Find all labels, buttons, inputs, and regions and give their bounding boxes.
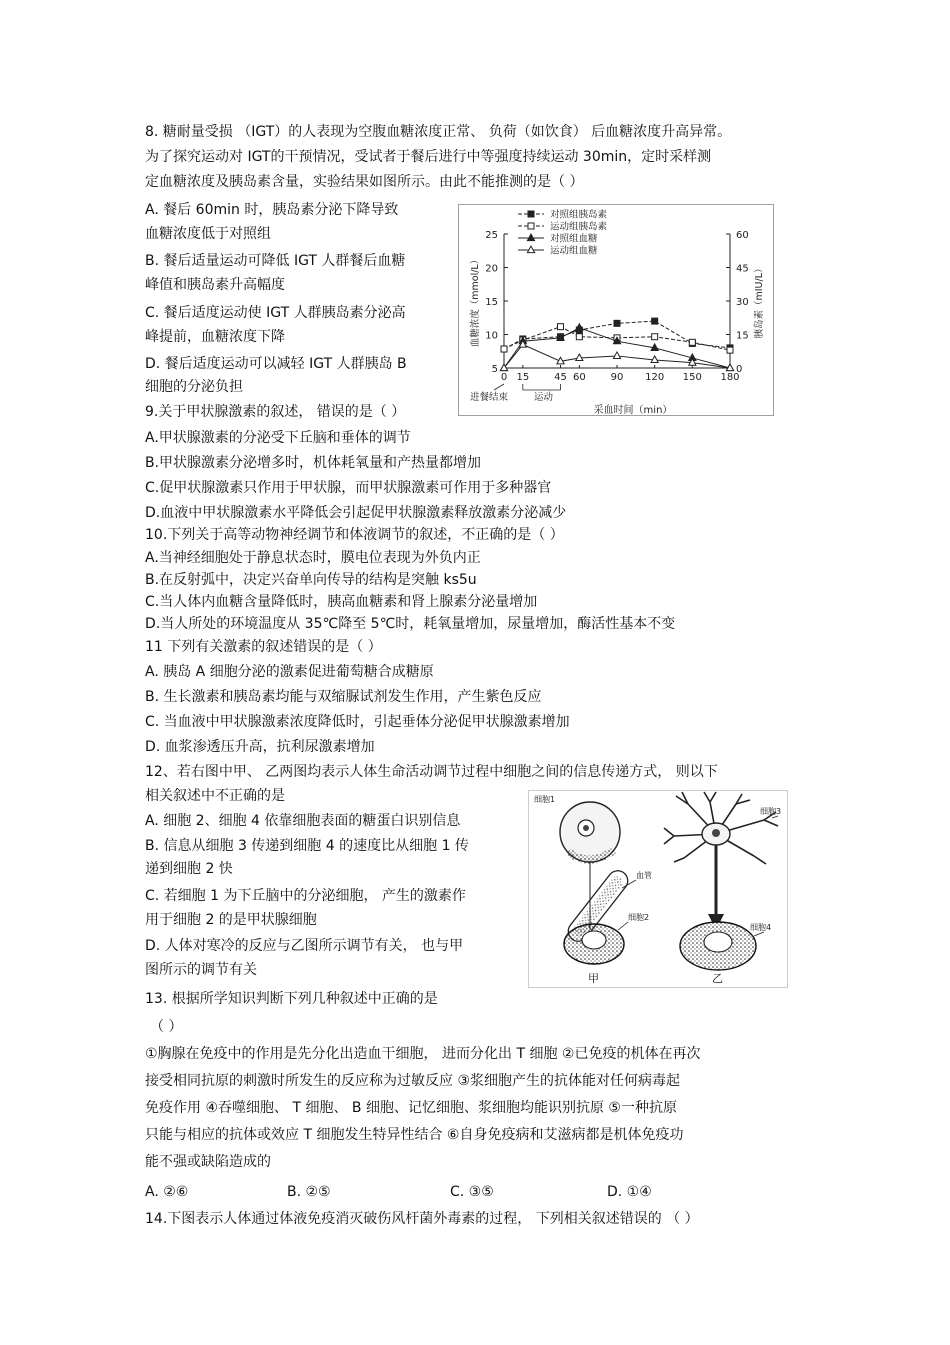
x-tick-label: 180 xyxy=(720,372,740,383)
y-tick-label-right: 45 xyxy=(736,263,749,275)
label-cell-1: 细胞1 xyxy=(534,795,556,804)
q13-paren: （ ） xyxy=(150,1019,183,1035)
y-tick-label-left: 5 xyxy=(491,364,498,375)
q8-option-c-line-2: 峰提前，血糖浓度下降 xyxy=(145,329,285,345)
x-tick-label: 90 xyxy=(610,372,624,383)
q9-option-b: B.甲状腺激素分泌增多时，机体耗氧量和产热量都增加 xyxy=(145,455,482,471)
series-0-point xyxy=(652,318,658,324)
q11-option-c: C. 当血液中甲状腺激素浓度降低时，引起垂体分泌促甲状腺激素增加 xyxy=(145,714,570,730)
series-1-point xyxy=(689,339,695,345)
q8-option-d-line-1: D. 餐后适度运动可以减轻 IGT 人群胰岛 B xyxy=(145,356,407,372)
label-cell-2: 细胞2 xyxy=(628,913,650,922)
legend-label-0: 对照组胰岛素 xyxy=(550,209,608,221)
q9-option-c: C.促甲状腺激素只作用于甲状腺，而甲状腺激素可作用于多种器官 xyxy=(145,480,552,496)
q11-option-b: B. 生长激素和胰岛素均能与双缩脲试剂发生作用，产生紫色反应 xyxy=(145,689,542,705)
q12-option-c-line-1: C. 若细胞 1 为下丘脑中的分泌细胞， 产生的激素作 xyxy=(145,888,466,904)
q13-statement-line-3: 免疫作用 ④吞噬细胞、 T 细胞、 B 细胞、记忆细胞、浆细胞均能识别抗原 ⑤一种抗原 xyxy=(145,1100,677,1116)
annotation-exercise: 运动 xyxy=(534,392,554,403)
q13-option-c: C. ③⑤ xyxy=(450,1184,494,1200)
legend-label-3: 运动组血糖 xyxy=(550,245,598,257)
x-tick-label: 60 xyxy=(572,372,586,383)
cell-2-nucleus xyxy=(582,931,606,949)
cell-4-nucleus xyxy=(704,932,732,952)
q8-stem-line-2: 为了探究运动对 IGT的干预情况，受试者于餐后进行中等强度持续运动 30min，定时采样测 xyxy=(145,149,712,165)
q10-option-c: C.当人体内血糖含量降低时，胰高血糖素和肾上腺素分泌量增加 xyxy=(145,594,538,610)
q13-option-b: B. ②⑤ xyxy=(287,1184,331,1200)
x-tick-label: 0 xyxy=(500,372,508,383)
q13-statement-line-5: 能不强或缺陷造成的 xyxy=(145,1154,271,1170)
q12-option-b-line-1: B. 信息从细胞 3 传递到细胞 4 的速度比从细胞 1 传 xyxy=(145,838,469,854)
q13-option-d: D. ①④ xyxy=(607,1184,652,1200)
q12-cell-figure xyxy=(528,790,788,988)
q9-option-a: A.甲状腺激素的分泌受下丘脑和垂体的调节 xyxy=(145,430,411,446)
label-yi: 乙 xyxy=(712,972,723,985)
series-0-point xyxy=(614,320,620,326)
q9-stem: 9.关于甲状腺激素的叙述， 错误的是（ ） xyxy=(145,404,406,420)
q8-option-b-line-1: B. 餐后适量运动可降低 IGT 人群餐后血糖 xyxy=(145,253,406,269)
q11-option-a: A. 胰岛 A 细胞分泌的激素促进葡萄糖合成糖原 xyxy=(145,664,434,680)
q11-stem: 11 下列有关激素的叙述错误的是（ ） xyxy=(145,639,382,655)
cell-3-nucleus xyxy=(712,829,720,837)
label-cell-3: 细胞3 xyxy=(760,807,782,816)
q12-option-b-line-2: 递到细胞 2 快 xyxy=(145,861,233,877)
x-tick-label: 120 xyxy=(645,372,665,383)
q8-stem-line-3: 定血糖浓度及胰岛素含量，实验结果如图所示。由此不能推测的是（ ） xyxy=(145,174,584,190)
q8-option-c-line-1: C. 餐后适度运动使 IGT 人群胰岛素分泌高 xyxy=(145,305,406,321)
y-axis-label-left: 血糖浓度（mmol/L） xyxy=(470,254,481,348)
cell-1-nucleolus xyxy=(583,825,589,831)
q10-option-a: A.当神经细胞处于静息状态时，膜电位表现为外负内正 xyxy=(145,550,481,566)
label-cell-4: 细胞4 xyxy=(750,923,772,932)
x-tick-label: 45 xyxy=(554,372,567,383)
q9-option-d: D.血液中甲状腺激素水平降低会引起促甲状腺激素释放激素分泌减少 xyxy=(145,505,567,521)
q13-stem: 13. 根据所学知识判断下列几种叙述中正确的是 xyxy=(145,991,438,1007)
q13-statement-line-2: 接受相同抗原的刺激时所发生的反应称为过敏反应 ③浆细胞产生的抗体能对任何病毒起 xyxy=(145,1073,680,1089)
q12-option-d-line-1: D. 人体对寒冷的反应与乙图所示调节有关， 也与甲 xyxy=(145,938,464,954)
y-tick-label-left: 25 xyxy=(485,230,498,241)
q10-option-d: D.当人所处的环境温度从 35℃降至 5℃时，耗氧量增加，尿量增加，酶活性基本不变 xyxy=(145,616,676,632)
q10-option-b: B.在反射弧中，决定兴奋单向传导的结构是突触 ks5u xyxy=(145,572,477,588)
x-axis-label: 采血时间（min） xyxy=(593,405,673,416)
y-axis-label-right: 胰岛素（mIU/L） xyxy=(754,263,765,339)
y-tick-label-right: 30 xyxy=(736,297,749,308)
series-1-point xyxy=(576,334,582,340)
q8-option-b-line-2: 峰值和胰岛素升高幅度 xyxy=(145,277,285,293)
y-tick-label-right: 15 xyxy=(736,330,749,342)
legend-marker-0 xyxy=(528,211,534,217)
q13-statement-line-4: 只能与相应的抗体或效应 T 细胞发生特异性结合 ⑥自身免疫病和艾滋病都是机体免疫功 xyxy=(145,1127,684,1143)
q13-option-a: A. ②⑥ xyxy=(145,1184,189,1200)
chart-frame xyxy=(459,205,774,416)
q12-option-d-line-2: 图所示的调节有关 xyxy=(145,962,257,978)
q8-chart-svg xyxy=(458,204,774,416)
q8-chart xyxy=(458,204,774,416)
x-tick-label: 15 xyxy=(516,372,530,383)
series-1-point xyxy=(558,324,564,330)
q8-option-a-line-2: 血糖浓度低于对照组 xyxy=(145,226,271,242)
y-tick-label-left: 15 xyxy=(485,297,498,308)
series-1-point xyxy=(652,334,658,340)
y-tick-label-right: 60 xyxy=(736,230,749,241)
series-1-point xyxy=(501,346,507,352)
q8-option-d-line-2: 细胞的分泌负担 xyxy=(145,379,243,395)
y-tick-label-left: 20 xyxy=(485,263,498,275)
legend-marker-1 xyxy=(528,223,534,229)
q12-stem-line-1: 12、若右图中甲、 乙两图均表示人体生命活动调节过程中细胞之间的信息传递方式， 则以下 xyxy=(145,764,718,780)
q12-option-c-line-2: 用于细胞 2 的是甲状腺细胞 xyxy=(145,912,317,928)
q12-stem-line-2: 相关叙述中不正确的是 xyxy=(145,788,285,804)
label-jia: 甲 xyxy=(588,972,599,985)
q8-stem-line-1: 8. 糖耐量受损 （IGT）的人表现为空腹血糖浓度正常、 负荷（如饮食） 后血糖浓度升高异常。 xyxy=(145,124,732,140)
q14-stem: 14.下图表示人体通过体液免疫消灭破伤风杆菌外毒素的过程， 下列相关叙述错误的 （ ） xyxy=(145,1211,699,1227)
q10-stem: 10.下列关于高等动物神经调节和体液调节的叙述，不正确的是（ ） xyxy=(145,527,564,543)
y-tick-label-left: 10 xyxy=(485,330,498,342)
y-tick-label-right: 0 xyxy=(736,364,743,375)
label-vessel: 血管 xyxy=(636,871,652,880)
annotation-meal-end: 进餐结束 xyxy=(470,392,509,403)
legend-label-1: 运动组胰岛素 xyxy=(550,221,608,233)
q11-option-d: D. 血浆渗透压升高，抗利尿激素增加 xyxy=(145,739,375,755)
q13-statement-line-1: ①胸腺在免疫中的作用是先分化出造血干细胞， 进而分化出 T 细胞 ②已免疫的机体在再次 xyxy=(145,1046,701,1062)
q8-option-a-line-1: A. 餐后 60min 时，胰岛素分泌下降导致 xyxy=(145,202,399,218)
x-tick-label: 150 xyxy=(682,372,702,383)
q12-option-a: A. 细胞 2、细胞 4 依靠细胞表面的糖蛋白识别信息 xyxy=(145,813,461,829)
series-1-point xyxy=(727,347,733,353)
legend-label-2: 对照组血糖 xyxy=(550,233,598,245)
q12-cell-figure-svg xyxy=(528,790,788,988)
